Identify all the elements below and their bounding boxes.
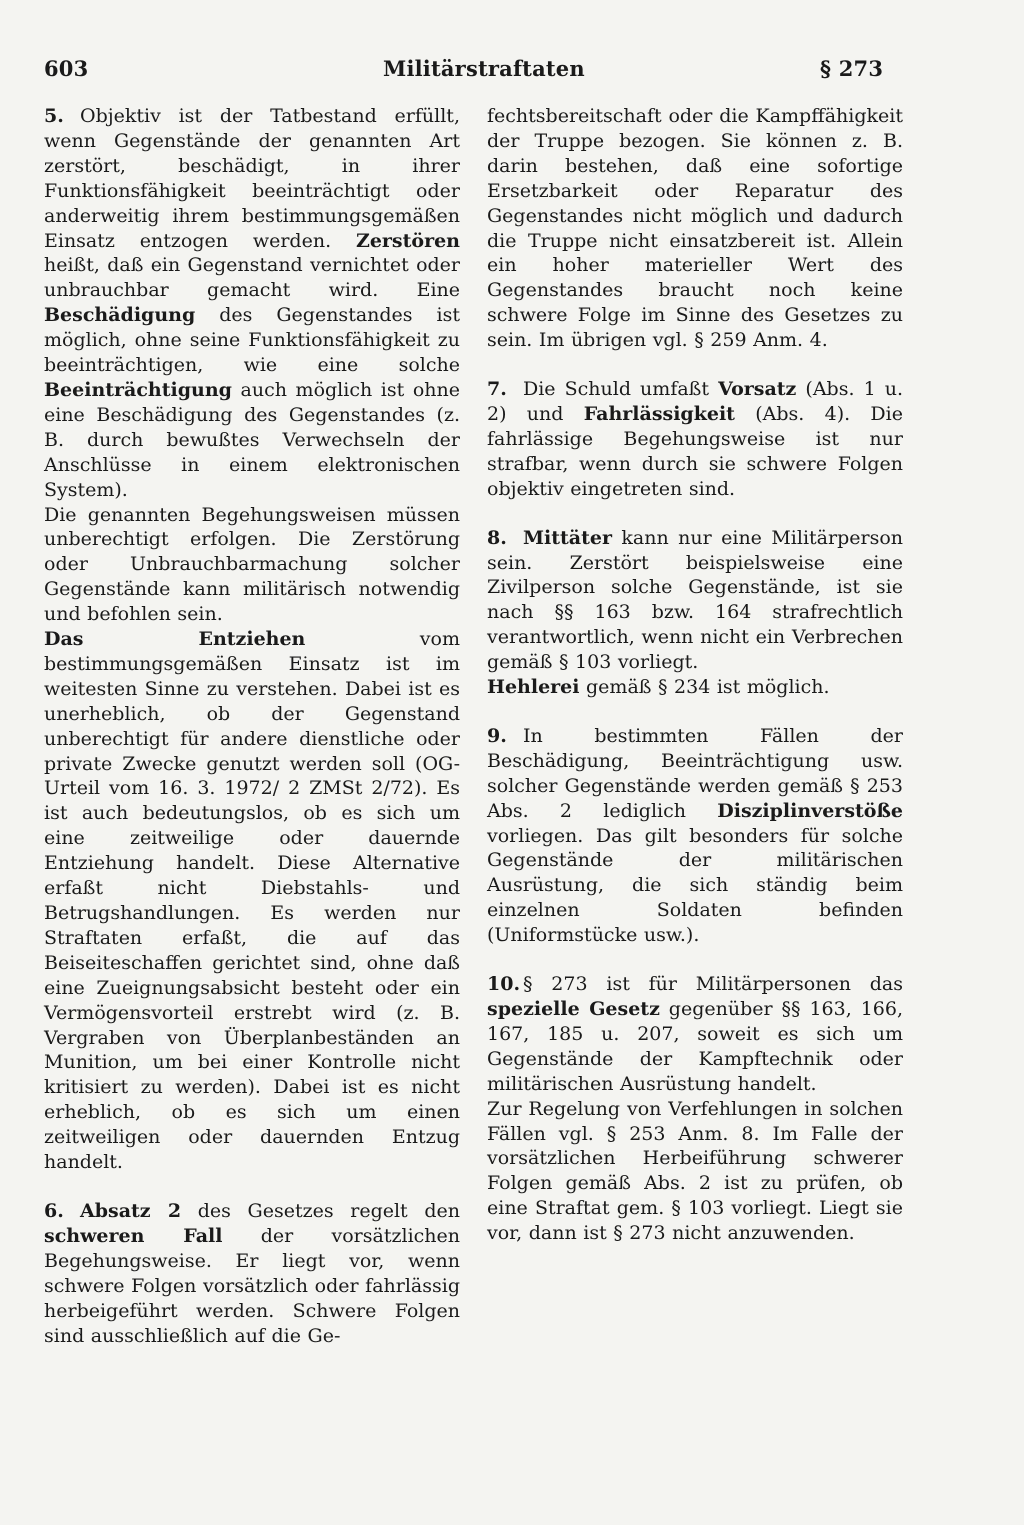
bold-term: Das Entziehen	[44, 628, 306, 651]
note-number: 8.	[487, 526, 507, 549]
paragraph	[487, 724, 903, 948]
bold-term: Mittäter	[523, 526, 612, 549]
text-run: fechtsbereitschaft oder die Kampffähigkeit der Truppe bezogen. Sie können z. B. darin bestehen, daß eine sofortige Ersetzbarkeit oder Reparatur des Gegenstandes nicht möglich und dadurch die Truppe nicht einsatzbereit ist. Allein ein hoher materieller Wert des Gegenstandes braucht noch keine schwere Folge im Sinne des Gesetzes zu sein. Im übrigen vgl. § 259 Anm. 4.	[487, 105, 903, 352]
paragraph	[487, 1097, 903, 1246]
bold-term: Beeinträchtigung	[44, 378, 232, 401]
text-run: Die genannten Begehungsweisen müssen unberechtigt erfolgen. Die Zerstörung oder Unbrauchbarmachung solcher Gegenstände kann militärisch notwendig und befohlen sein.	[44, 503, 460, 626]
running-title: Militärstraftaten	[383, 56, 585, 81]
paragraph-gap	[44, 1175, 460, 1199]
text-run: (Abs. 4). Die fahrlässige Begehungsweise ist nur strafbar, wenn durch sie schwere Folgen objektiv eingetreten sind.	[487, 402, 903, 500]
text-run: kann nur eine Militärperson sein. Zerstört beispielsweise eine Zivilperson solche Gegenstände, ist sie nach §§ 163 bzw. 164 strafrechtlich verantwortlich, wenn nicht ein Verbrechen gemäß § 103 vorliegt.	[487, 526, 903, 674]
note-number: 6.	[44, 1199, 64, 1222]
text-run: Zur Regelung von Verfehlungen in solchen Fällen vgl. § 253 Anm. 8. Im Falle der vorsätzlichen Herbeiführung schwerer Folgen gemäß Abs. 2 ist zu prüfen, ob eine Straftat gem. § 103 vorliegt. Liegt sie vor, dann ist § 273 nicht anzuwenden.	[487, 1097, 903, 1245]
note-number: 10.	[487, 973, 521, 996]
text-run: vom bestimmungsgemäßen Einsatz ist im weitesten Sinne zu verstehen. Dabei ist es unerheblich, ob der Gegenstand unberechtigt für andere dienstliche oder private Zwecke genutzt werden soll (OG-Urteil vom 16. 3. 1972/ 2 ZMSt 2/72). Es ist auch bedeutungslos, ob es sich um eine zeitweilige oder dauernde Entziehung handelt. Diese Alternative erfaßt nicht Diebstahls- und Betrugshandlungen. Es werden nur Straftaten erfaßt, die auf das Beiseiteschaffen gerichtet sind, ohne daß eine Zueignungsabsicht besteht oder ein Vermögensvorteil erstrebt wird (z. B. Vergraben von Überplanbeständen an Munition, um bei einer Kontrolle nicht kritisiert zu werden). Dabei ist es nicht erheblich, ob es sich um einen zeitweiligen oder dauernden Entzug handelt.	[44, 628, 460, 1174]
bold-term: Beschädigung	[44, 304, 196, 327]
text-run: Objektiv ist der Tatbestand erfüllt, wenn Gegenstände der genannten Art zerstört, beschädigt, in ihrer Funktionsfähigkeit beeinträchtigt oder anderweitig ihrem bestimmungsgemäßen Einsatz entzogen werden.	[44, 105, 460, 252]
page-number: 603	[44, 56, 89, 81]
text-run: der vorsätzlichen Begehungsweise. Er liegt vor, wenn schwere Folgen vorsätzlich oder fahrlässig herbeigeführt werden. Schwere Folgen sind ausschließlich auf die Ge-	[44, 1224, 461, 1347]
bold-term: spezielle Gesetz	[487, 998, 660, 1020]
bold-term: Absatz 2	[80, 1199, 182, 1222]
paragraph	[487, 104, 903, 353]
text-run: § 273 ist für Militärpersonen das	[523, 973, 903, 996]
text-run: In bestimmten Fällen der Beschädigung, Beeinträchtigung usw. solcher Gegenstände werden gemäß § 253 Abs. 2 lediglich	[487, 724, 903, 822]
bold-term: Fahrlässigkeit	[583, 402, 735, 425]
bold-term: Zerstören	[355, 229, 460, 252]
note-number: 9.	[487, 724, 507, 747]
text-run: gegenüber §§ 163, 166, 167, 185 u. 207, soweit es sich um Gegenstände der Kampftechnik oder militärischen Ausrüstung handelt.	[487, 998, 903, 1095]
paragraph	[44, 1199, 460, 1348]
text-run: gemäß § 234 ist möglich.	[579, 676, 830, 699]
right-column	[487, 104, 903, 1246]
paragraph	[487, 377, 903, 502]
note-number: 5.	[44, 105, 64, 127]
text-run: auch möglich ist ohne eine Beschädigung des Gegenstandes (z. B. durch bewußtes Verwechseln der Anschlüsse in einem elektronischen System).	[44, 378, 460, 501]
left-column	[44, 104, 460, 1348]
paragraph	[44, 627, 460, 1175]
bold-term: Disziplinverstöße	[717, 799, 903, 822]
paragraph	[487, 675, 903, 700]
running-header	[0, 56, 1024, 90]
paragraph-gap	[487, 353, 903, 377]
text-run: heißt, daß ein Gegenstand vernichtet oder unbrauchbar gemacht wird. Eine	[44, 254, 460, 302]
text-run: vorliegen. Das gilt besonders für solche Gegenstände der militärischen Ausrüstung, die sich ständig beim einzelnen Soldaten befinden (Uniformstücke usw.).	[487, 824, 903, 947]
bold-term: Vorsatz	[718, 378, 797, 401]
bold-term: schweren Fall	[44, 1224, 223, 1247]
text-run: des Gesetzes regelt den	[181, 1199, 460, 1222]
text-run: Die Schuld umfaßt	[523, 378, 719, 401]
section-number: § 273	[820, 56, 884, 81]
paragraph	[487, 526, 903, 675]
paragraph	[487, 972, 903, 1097]
text-run: des Gegenstandes ist möglich, ohne seine Funktionsfähigkeit zu beeinträchtigen, wie eine solche	[44, 304, 460, 377]
note-number: 7.	[487, 378, 507, 401]
paragraph	[44, 503, 460, 628]
paragraph	[44, 104, 460, 503]
paragraph-gap	[487, 502, 903, 526]
paragraph-gap	[487, 948, 903, 972]
text-run: (Abs. 1 u. 2) und	[487, 378, 903, 425]
paragraph-gap	[487, 700, 903, 724]
bold-term: Hehlerei	[487, 676, 580, 699]
